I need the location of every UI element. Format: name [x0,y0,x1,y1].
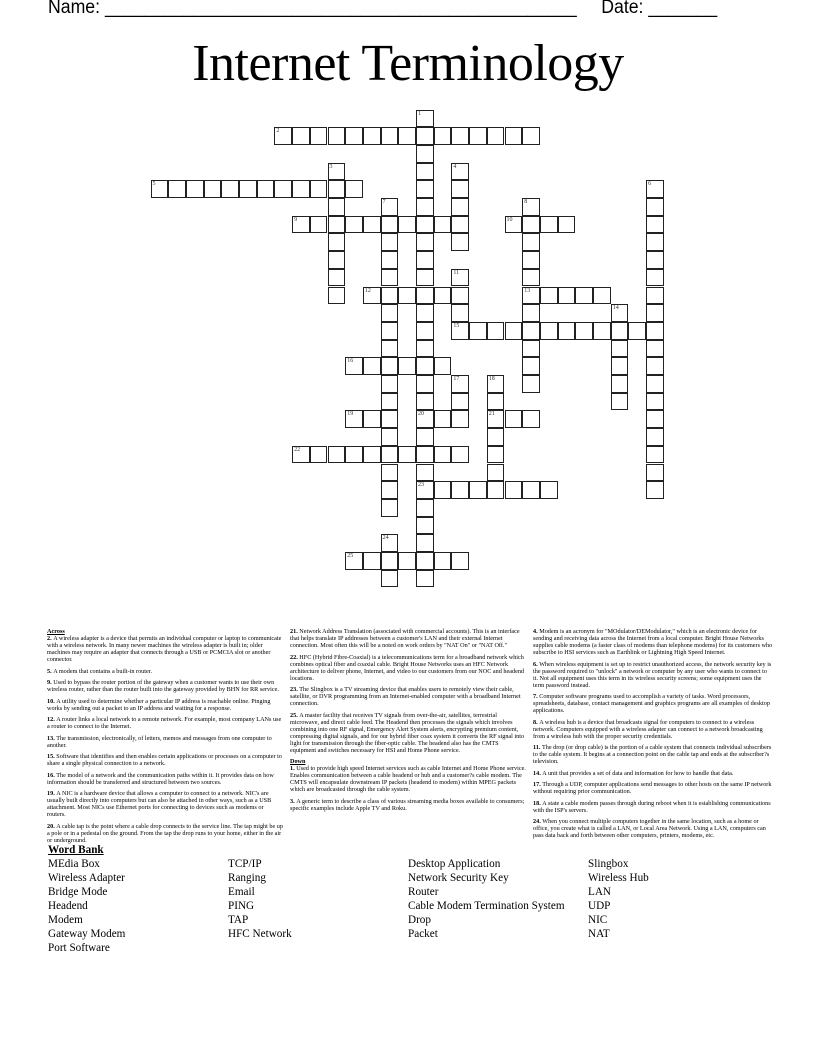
grid-cell[interactable] [416,570,434,588]
grid-cell[interactable] [381,446,399,464]
grid-cell[interactable] [611,375,629,393]
word-bank-title: Word Bank [48,844,104,856]
clue-number: 20 [418,411,424,418]
word-bank-item: Slingbox [588,858,629,870]
grid-cell[interactable] [363,357,381,375]
word-bank-item: Router [408,886,439,898]
grid-cell[interactable] [416,534,434,552]
clue-number: 12 [364,287,371,294]
grid-cell[interactable] [646,393,664,411]
grid-cell[interactable] [540,216,558,234]
grid-cell[interactable] [310,127,328,145]
grid-cell[interactable] [363,127,381,145]
grid-cell[interactable] [628,322,646,340]
grid-cell[interactable] [487,446,505,464]
word-bank-item: Gateway Modem [48,928,126,940]
grid-cell[interactable] [416,375,434,393]
grid-cell[interactable] [416,517,434,535]
grid-cell[interactable] [398,216,416,234]
grid-cell[interactable] [381,357,399,375]
clue-across-25: 25. A master facility that receives TV signals from over-the-air, satellites, terrestrial microwave, and direct cable feed. The Headend then processes the signals which involves combining into one RF signal, Emergency Alert System alerts, encrypting premium content, compressing digital signals, and for our hybrid fiber coax system it converts the RF signal into light for transmission through the fiber-optic cable. The headend also has the CMTS equipment and switches necessary for HSI and Home Phone service. [290,711,525,754]
word-bank-item: TAP [228,914,249,926]
clues-column-2 [290,628,526,816]
clue-number: 6 [648,181,652,188]
clue-down-6: 6. When wireless equipment is set up to restrict unauthorized access, the network security key is the password required to "unlock" a network or computer by any user who wants to connect to it. Not all equipment uses this term in its wireless security screens; some equipment uses the term password instead. [533,660,772,689]
word-bank-item: NAT [588,928,610,940]
clue-number: 18 [488,376,495,382]
grid-cell[interactable] [505,410,523,428]
grid-cell[interactable] [487,127,505,145]
clue-number: 7 [382,199,386,205]
grid-cell[interactable] [522,127,540,145]
grid-cell[interactable] [381,216,399,234]
grid-cell[interactable] [398,446,416,464]
grid-cell[interactable] [575,322,593,340]
grid-cell[interactable] [522,410,540,428]
grid-cell[interactable] [487,464,505,482]
word-bank-item: Desktop Application [408,858,501,870]
grid-cell[interactable] [398,357,416,375]
grid-cell[interactable] [381,375,399,393]
grid-cell[interactable] [168,180,186,198]
clue-number: 15 [453,322,460,329]
grid-cell[interactable] [328,269,346,287]
grid-cell[interactable] [310,180,328,198]
clue-down-18: 18. A state a cable modem passes through during reboot when it is establishing communications with the ISP's servers. [533,799,771,814]
grid-cell[interactable] [593,322,611,340]
word-bank-column [408,857,588,955]
grid-cell[interactable] [469,322,487,340]
grid-cell[interactable] [522,375,540,393]
clue-down-8: 8. A wireless hub is a device that broadcasts signal for computers to connect to a wireless network. Computers equipped with a wireless adapter can connect to a network broadcasting from a wireless hub with the proper security credentials. [533,718,763,740]
grid-cell[interactable] [575,287,593,305]
word-bank [48,843,768,955]
clue-across-2: 2. A wireless adapter is a device that permits an individual computer or laptop to communicate with a wireless network. In many newer machines the wireless adapter is built in; older machines may require an adapter that connects through a USB or PCMCIA slot or another connector. [47,635,282,663]
clue-across-22: 22. HFC (Hybrid Fibre-Coaxial) is a telecommunications term for a broadband network which combines optical fiber and coaxial cable. Bright House Networks uses an HFC Network architecture to deliver phone, Internet, and video to our customers from our NOC and headend locations. [290,653,525,682]
grid-cell[interactable] [522,481,540,499]
grid-cell[interactable] [363,410,381,428]
grid-cell[interactable] [646,481,664,499]
clue-number: 2 [276,128,280,135]
grid-cell[interactable] [416,233,434,251]
clue-across-19: 19. A NIC is a hardware device that allows a computer to connect to a network. NIC's are usually built directly into computers but can also be attached in other ways, such as a USB attachment. Most NICs use Ethernet ports for connecting to devices such as modems or routers. [47,790,272,818]
grid-cell[interactable] [505,481,523,499]
grid-cell[interactable] [487,428,505,446]
clue-number: 5 [152,181,156,188]
clue-number: 25 [347,553,354,559]
grid-cell[interactable] [505,322,523,340]
grid-cell[interactable] [522,216,540,234]
grid-cell[interactable] [416,163,434,181]
clue-down-1: 1. Used to provide high speed Internet services such as cable Internet and Home Phone service. Enables communication between a cable headend or hub and a customer?s cable modem. The CMTS will encapsulate downstream IP packets (headend to modem) within MPEG packets which are broadcasted through the cable system. [290,765,526,793]
grid-cell[interactable] [646,464,664,482]
grid-cell[interactable] [274,127,292,145]
word-bank-item: UDP [588,900,611,912]
word-bank-item: Port Software [48,942,110,954]
grid-cell[interactable] [328,251,346,269]
grid-cell[interactable] [451,552,469,570]
clue-number: 3 [329,163,333,170]
grid-cell[interactable] [310,446,328,464]
grid-cell[interactable] [416,428,434,446]
word-bank-item: LAN [588,886,611,898]
grid-cell[interactable] [381,481,399,499]
grid-cell[interactable] [416,464,434,482]
grid-cell[interactable] [381,499,399,517]
grid-cell[interactable] [487,481,505,499]
grid-cell[interactable] [257,180,275,198]
clue-number: 13 [524,287,531,294]
grid-cell[interactable] [416,269,434,287]
grid-cell[interactable] [646,304,664,322]
grid-cell[interactable] [558,216,576,234]
grid-cell[interactable] [593,287,611,305]
grid-cell[interactable] [416,287,434,305]
clue-number: 14 [612,305,619,312]
grid-cell[interactable] [292,446,310,464]
clue-across-20: 20. A cable tap is the point where a cable drop connects to the service line. The tap might be up a pole or in a pedestal on the ground. From the tap the drop runs to your home, either in the air or underground. [47,822,283,844]
grid-cell[interactable] [345,552,363,570]
grid-cell[interactable] [381,269,399,287]
clue-number: 9 [294,216,298,223]
clue-number: 16 [347,358,354,365]
grid-cell[interactable] [646,180,664,198]
grid-cell[interactable] [328,233,346,251]
clue-number: 17 [453,376,460,382]
grid-cell[interactable] [381,127,399,145]
clue-down-17: 17. Through a UDP, computer applications send messages to other hosts on the same IP network without requiring prior communication. [533,781,772,795]
grid-cell[interactable] [469,481,487,499]
grid-cell[interactable] [646,287,664,305]
grid-cell[interactable] [646,251,664,269]
grid-cell[interactable] [345,446,363,464]
grid-cell[interactable] [381,287,399,305]
grid-cell[interactable] [611,357,629,375]
grid-cell[interactable] [487,410,505,428]
grid-cell[interactable] [416,340,434,358]
name-field[interactable]: ________________________________________________ [104,0,577,18]
grid-cell[interactable] [646,269,664,287]
clues-column-1 [47,628,283,848]
grid-cell[interactable] [292,216,310,234]
grid-cell[interactable] [451,393,469,411]
grid-cell[interactable] [292,180,310,198]
word-bank-item: Packet [408,928,438,940]
grid-cell[interactable] [451,269,469,287]
grid-cell[interactable] [328,216,346,234]
clue-number: 22 [294,446,301,453]
grid-cell[interactable] [611,393,629,411]
grid-cell[interactable] [451,304,469,322]
grid-cell[interactable] [416,216,434,234]
clue-down-4: 4. Modem is an acronym for "MOdulator/DEModulator," which is an electronic device for sending and receiving data across the Internet from a local computer. Bright House Networks supplies cable modems (a faster class of modems than telephone modems) for its customers who subscribe to HSI services such as Earthlink or Lightning High Speed Internet. [533,628,773,656]
grid-cell[interactable] [381,464,399,482]
grid-cell[interactable] [186,180,204,198]
word-bank-item: HFC Network [228,928,292,940]
grid-cell[interactable] [398,552,416,570]
word-bank-item: Network Security Key [408,872,509,884]
clue-across-9: 9. Used to bypass the router portion of the gateway when a customer wants to use their own wireless router, rather than the router built into the gateway provided by BHN for RR service. [47,679,279,693]
clue-number: 1 [418,110,421,117]
clues-column-3 [533,628,773,844]
grid-cell[interactable] [451,198,469,216]
grid-cell[interactable] [522,322,540,340]
clue-across-12: 12. A router links a local network to a remote network. For example, most company LANs use a router to connect to the Internet. [47,716,282,730]
grid-cell[interactable] [310,216,328,234]
worksheet-header [48,0,718,19]
grid-cell[interactable] [451,163,469,181]
grid-cell[interactable] [434,552,452,570]
grid-cell[interactable] [434,481,452,499]
grid-cell[interactable] [416,410,434,428]
grid-cell[interactable] [416,145,434,163]
grid-cell[interactable] [328,446,346,464]
grid-cell[interactable] [416,180,434,198]
grid-cell[interactable] [451,287,469,305]
grid-cell[interactable] [381,233,399,251]
grid-cell[interactable] [646,428,664,446]
clue-down-3: 3. A generic term to describe a class of various streaming media boxes available to consumers; specific examples include Apple TV and Roku. [290,797,525,812]
name-label: Name: [48,0,101,18]
grid-cell[interactable] [381,534,399,552]
grid-cell[interactable] [416,499,434,517]
grid-cell[interactable] [381,304,399,322]
grid-cell[interactable] [239,180,257,198]
grid-cell[interactable] [487,393,505,411]
grid-cell[interactable] [381,322,399,340]
grid-cell[interactable] [558,287,576,305]
grid-cell[interactable] [646,357,664,375]
clue-across-10: 10. A utility used to determine whether a particular IP address is reachable online. Pinging works by sending out a packet to an IP address and waiting for a response. [47,697,271,712]
grid-cell[interactable] [221,180,239,198]
clue-down-11: 11. The drop (or drop cable) is the portion of a cable system that connects individual subscribers to the cable system. It begins at a connection point on the cable tap and ends at the subscriber?s television. [533,744,772,765]
grid-cell[interactable] [540,322,558,340]
grid-cell[interactable] [451,216,469,234]
clue-number: 19 [347,411,354,418]
grid-cell[interactable] [646,198,664,216]
clue-across-15: 15. Software that identifies and then enables certain applications or processes on a computer to share a single physical connection to a network. [47,753,282,767]
grid-cell[interactable] [522,233,540,251]
grid-cell[interactable] [434,410,452,428]
grid-cell[interactable] [416,552,434,570]
grid-cell[interactable] [505,216,523,234]
grid-cell[interactable] [522,357,540,375]
grid-cell[interactable] [381,393,399,411]
grid-cell[interactable] [540,481,558,499]
grid-cell[interactable] [646,233,664,251]
grid-cell[interactable] [151,180,169,198]
word-bank-item: Headend [48,900,88,912]
clue-number: 23 [418,482,424,489]
grid-cell[interactable] [345,216,363,234]
grid-cell[interactable] [487,322,505,340]
grid-cell[interactable] [646,446,664,464]
grid-cell[interactable] [611,340,629,358]
grid-cell[interactable] [451,233,469,251]
grid-cell[interactable] [345,180,363,198]
clue-across-5: 5. A modem that contains a built-in router. [47,667,152,675]
word-bank-column [588,857,768,955]
grid-cell[interactable] [328,198,346,216]
clue-across-16: 16. The model of a network and the communication paths within it. It provides data on how information should be transferred and structured between two sources. [47,771,274,786]
grid-cell[interactable] [434,446,452,464]
grid-cell[interactable] [646,410,664,428]
word-bank-item: Wireless Hub [588,872,649,884]
clue-number: 4 [453,163,457,170]
grid-cell[interactable] [434,216,452,234]
grid-cell[interactable] [381,570,399,588]
clue-across-21: 21. Network Address Translation (associated with commercial accounts). This is an interface that helps translate IP addresses between a customer's LAN and their external Internet connection. Most often this will be a noted on work orders by "NAT On" or "NAT Off." [290,628,520,649]
clue-down-14: 14. A unit that provides a set of data and information for how to handle that data. [533,769,734,777]
grid-cell[interactable] [416,251,434,269]
grid-cell[interactable] [328,163,346,181]
grid-cell[interactable] [416,357,434,375]
grid-cell[interactable] [434,357,452,375]
word-bank-item: Ranging [228,872,266,884]
grid-cell[interactable] [451,322,469,340]
grid-cell[interactable] [363,446,381,464]
word-bank-item: NIC [588,914,608,926]
grid-cell[interactable] [416,322,434,340]
grid-cell[interactable] [487,375,505,393]
grid-cell[interactable] [416,304,434,322]
word-bank-item: Bridge Mode [48,886,108,898]
clue-number: 24 [382,535,389,542]
grid-cell[interactable] [363,552,381,570]
date-field[interactable]: _______ [648,0,718,18]
grid-cell[interactable] [451,180,469,198]
grid-cell[interactable] [328,127,346,145]
word-bank-item: Cable Modem Termination System [408,900,565,912]
down-heading: Down [290,758,306,765]
grid-cell[interactable] [611,304,629,322]
grid-cell[interactable] [345,357,363,375]
grid-cell[interactable] [398,287,416,305]
grid-cell[interactable] [416,110,434,128]
clue-down-24: 24. When you connect multiple computers together in the same location, such as a home or office, you create what is called a LAN, or Local Area Network. Using a LAN, computers can pass data back and forth between other computers, printers, modems, etc. [533,818,766,839]
grid-cell[interactable] [540,287,558,305]
grid-cell[interactable] [381,340,399,358]
grid-cell[interactable] [398,127,416,145]
grid-cell[interactable] [646,340,664,358]
crossword-grid [151,110,671,610]
grid-cell[interactable] [434,127,452,145]
word-bank-column [228,857,408,955]
grid-cell[interactable] [381,552,399,570]
grid-cell[interactable] [292,127,310,145]
grid-cell[interactable] [451,375,469,393]
grid-cell[interactable] [381,198,399,216]
word-bank-item: PING [228,900,255,912]
grid-cell[interactable] [646,375,664,393]
grid-cell[interactable] [416,127,434,145]
grid-cell[interactable] [451,410,469,428]
word-bank-item: Email [228,886,255,898]
grid-cell[interactable] [646,216,664,234]
grid-cell[interactable] [381,428,399,446]
clue-across-23: 23. The Slingbox is a TV streaming device that enables users to remotely view their cable, satellite, or DVR programming from an Internet-enabled computer with a broadband Internet connection. [290,686,521,707]
grid-cell[interactable] [522,340,540,358]
grid-cell[interactable] [451,446,469,464]
date-label: Date: [601,0,644,18]
clue-down-7: 7. Computer software programs used to accomplish a variety of tasks. Word processors, spreadsheets, database, contact management and graphics programs are all examples of desktop applications. [533,693,770,714]
grid-cell[interactable] [416,481,434,499]
word-bank-item: TCP/IP [228,858,262,870]
word-bank-item: Wireless Adapter [48,872,125,884]
grid-cell[interactable] [416,198,434,216]
grid-cell[interactable] [611,322,629,340]
grid-cell[interactable] [416,446,434,464]
word-bank-item: Modem [48,914,83,926]
grid-cell[interactable] [328,287,346,305]
grid-cell[interactable] [434,287,452,305]
grid-cell[interactable] [274,180,292,198]
grid-cell[interactable] [204,180,222,198]
grid-cell[interactable] [522,251,540,269]
grid-cell[interactable] [522,198,540,216]
grid-cell[interactable] [646,322,664,340]
grid-cell[interactable] [522,287,540,305]
grid-cell[interactable] [345,127,363,145]
grid-cell[interactable] [558,322,576,340]
clue-number: 8 [524,199,528,205]
word-bank-column [48,857,228,955]
grid-cell[interactable] [505,127,523,145]
clue-across-13: 13. The transmission, electronically, of letters, memos and messages from one computer to another. [47,734,272,749]
grid-cell[interactable] [451,481,469,499]
word-bank-list [48,857,768,955]
grid-cell[interactable] [381,410,399,428]
grid-cell[interactable] [363,287,381,305]
clue-number: 11 [453,269,460,276]
clue-number: 21 [488,411,495,418]
page-title: Internet Terminology [192,35,624,92]
grid-cell[interactable] [469,127,487,145]
grid-cell[interactable] [416,393,434,411]
grid-cell[interactable] [451,127,469,145]
grid-cell[interactable] [522,304,540,322]
grid-cell[interactable] [381,251,399,269]
across-heading: Across [47,628,65,635]
clue-number: 10 [506,216,513,223]
grid-cell[interactable] [522,269,540,287]
word-bank-item: MEdia Box [48,858,100,870]
grid-cell[interactable] [363,216,381,234]
grid-cell[interactable] [345,410,363,428]
grid-cell[interactable] [328,180,346,198]
word-bank-item: Drop [408,914,431,926]
